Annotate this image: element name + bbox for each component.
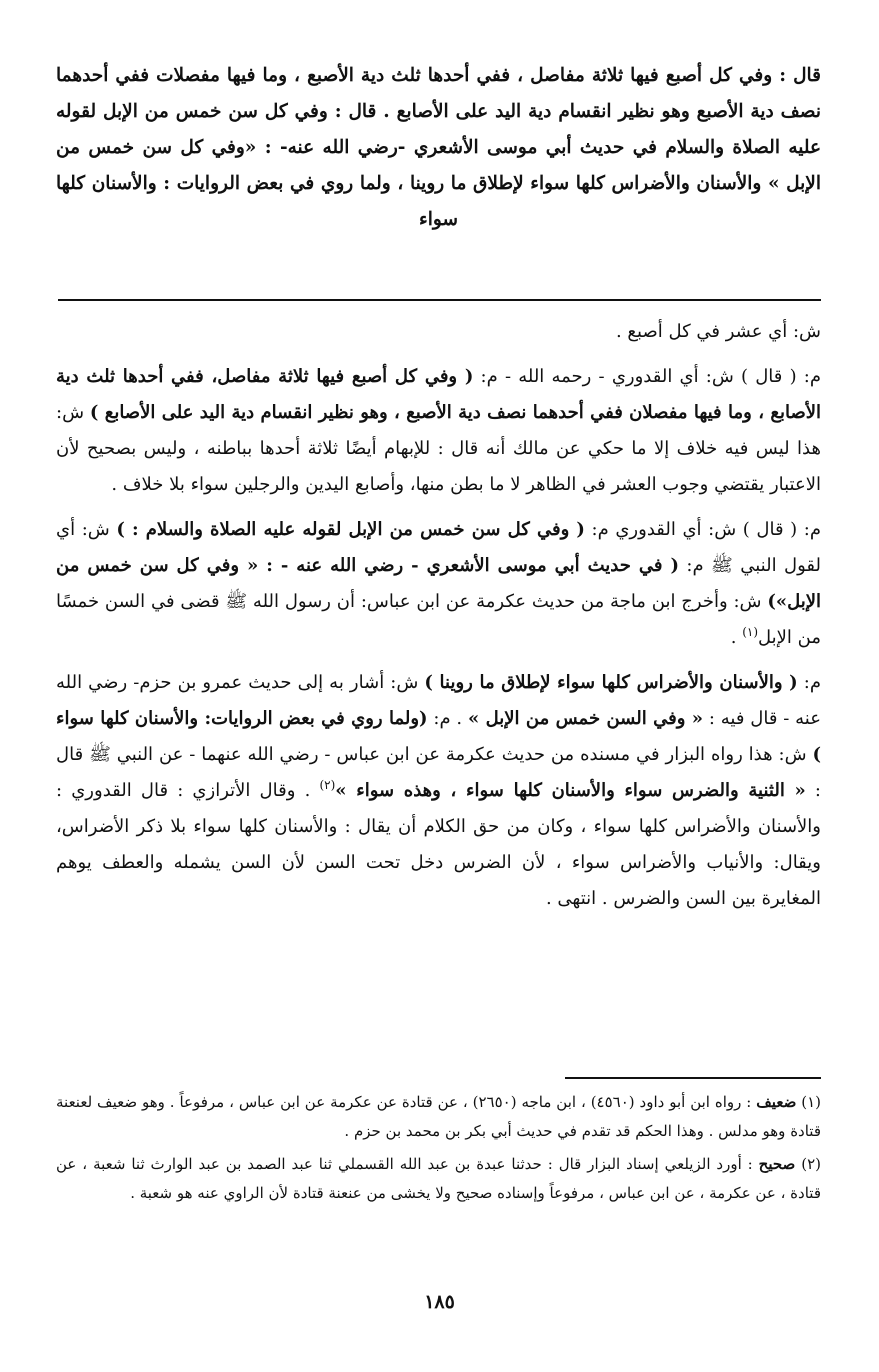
- commentary-text: ش: أي لقول النبي ﷺ م:: [56, 519, 821, 576]
- page-number: ١٨٥: [424, 1291, 455, 1313]
- footnote-text: : أورد الزيلعي إسناد البزار قال : حدثنا عبدة بن عبد الله القسملي ثنا عبد الصمد بن عبد الوارث ثنا شعبة ، عن قتادة ، عن عكرمة ، عن ابن عباس ، مرفوعاً وإسناده صحيح ولا يخشى من عنعنة قتادة لأن الراوي عنه هو شعبة .: [56, 1155, 821, 1202]
- commentary-text: . م:: [427, 708, 468, 729]
- footnote-2: [56, 1150, 821, 1208]
- matn-quote: ( وفي كل أصبع فيها ثلاثة مفاصل، ففي أحدها ثلث دية الأصابع ، وما فيها مفصلان ففي أحدهما نصف دية الأصبع ، وهو نظير انقسام دية اليد على الأصابع ): [56, 366, 821, 423]
- footnote-divider: [565, 1077, 821, 1079]
- footnote-ref-2[interactable]: (٢): [319, 778, 336, 792]
- commentary-text: ش: هذا ليس فيه خلاف إلا ما حكي عن مالك أنه قال : للإبهام أيضًا ثلاثة أحدها بباطنه ، وليس بصحيح لأن الاعتبار يقتضي وجوب العشر في الظاهر لا ما بطن منها، وأصابع اليدين والرجلين سواء بلا خلاف .: [56, 402, 821, 495]
- footnote-number: (٢): [795, 1155, 821, 1173]
- matn-quote: ( وفي كل سن خمس من الإبل لقوله عليه الصلاة والسلام : ): [116, 519, 585, 540]
- matn-quote: (ولما روي في بعض الروايات: والأسنان كلها سواء ): [56, 708, 821, 765]
- commentary-text: م: ( قال ) ش: أي القدوري م:: [584, 519, 821, 540]
- commentary-paragraph-4: [56, 665, 821, 917]
- commentary-text: .: [730, 627, 743, 648]
- footnote-ref-1[interactable]: (١): [742, 625, 759, 639]
- hadith-quote: « وفي السن خمس من الإبل »: [467, 708, 704, 729]
- section-divider: [58, 299, 821, 301]
- hadith-quote: « الثنية والضرس سواء والأسنان كلها سواء ، وهذه سواء »: [335, 780, 806, 801]
- commentary-text: ش: أشار به إلى حديث عمرو بن حزم- رضي الله عنه - قال فيه :: [56, 672, 821, 729]
- commentary-paragraph-2: [56, 359, 821, 503]
- matn-quote: ( والأسنان والأضراس كلها سواء لإطلاق ما روينا ): [424, 672, 798, 693]
- matn-quote: ( في حديث أبي موسى الأشعري - رضي الله عنه - : « وفي كل سن خمس من الإبل»): [56, 555, 821, 612]
- footnote-grade: صحيح: [758, 1155, 796, 1173]
- commentary: [56, 314, 821, 926]
- commentary-paragraph-1: ش: أي عشر في كل أصبع .: [615, 321, 821, 342]
- footnote-1: [56, 1088, 821, 1146]
- commentary-text: م:: [797, 672, 821, 693]
- commentary-text: ش: وأخرج ابن ماجة من حديث عكرمة عن ابن عباس: أن رسول الله ﷺ قضى في السن خمسًا من الإبل: [56, 591, 821, 648]
- commentary-text: . وقال الأترازي : قال القدوري : والأسنان والأضراس كلها سواء ، وكان من حق الكلام أن يقال : والأسنان كلها سواء بلا ذكر الأضراس، ويقال: والأنياب والأضراس سواء ، لأن الضرس دخل تحت السن لأن السن يشمله والعطف يوهم المغايرة بين السن والضرس . انتهى .: [56, 780, 821, 909]
- commentary-paragraph-3: [56, 512, 821, 656]
- commentary-text: م: ( قال ) ش: أي القدوري - رحمه الله - م:: [473, 366, 821, 387]
- footnote-text: : رواه ابن أبو داود (٤٥٦٠) ، ابن ماجه (٢٦٥٠) ، عن قتادة عن عكرمة عن ابن عباس ، مرفوعاً . وهو ضعيف لعنعنة قتادة وهو مدلس . وهذا الحكم قد تقدم في حديث أبي بكر بن محمد بن حزم .: [56, 1093, 821, 1140]
- footnote-number: (١): [796, 1093, 821, 1111]
- footnote-grade: ضعيف: [756, 1093, 797, 1111]
- commentary-text: ش: هذا رواه البزار في مسنده من حديث عكرمة عن ابن عباس - رضي الله عنهما - عن النبي ﷺ قال :: [56, 744, 821, 801]
- matn-text: قال : وفي كل أصبع فيها ثلاثة مفاصل ، ففي أحدها ثلث دية الأصبع ، وما فيها مفصلات ففي أحدهما نصف دية الأصبع وهو نظير انقسام دية اليد على الأصابع . قال : وفي كل سن خمس من الإبل لقوله عليه الصلاة والسلام في حديث أبي موسى الأشعري -رضي الله عنه- : «وفي كل سن خمس من الإبل » والأسنان والأضراس كلها سواء لإطلاق ما روينا ، ولما روي في بعض الروايات : والأسنان كلها سواء: [56, 65, 821, 230]
- footnotes: [56, 1088, 821, 1212]
